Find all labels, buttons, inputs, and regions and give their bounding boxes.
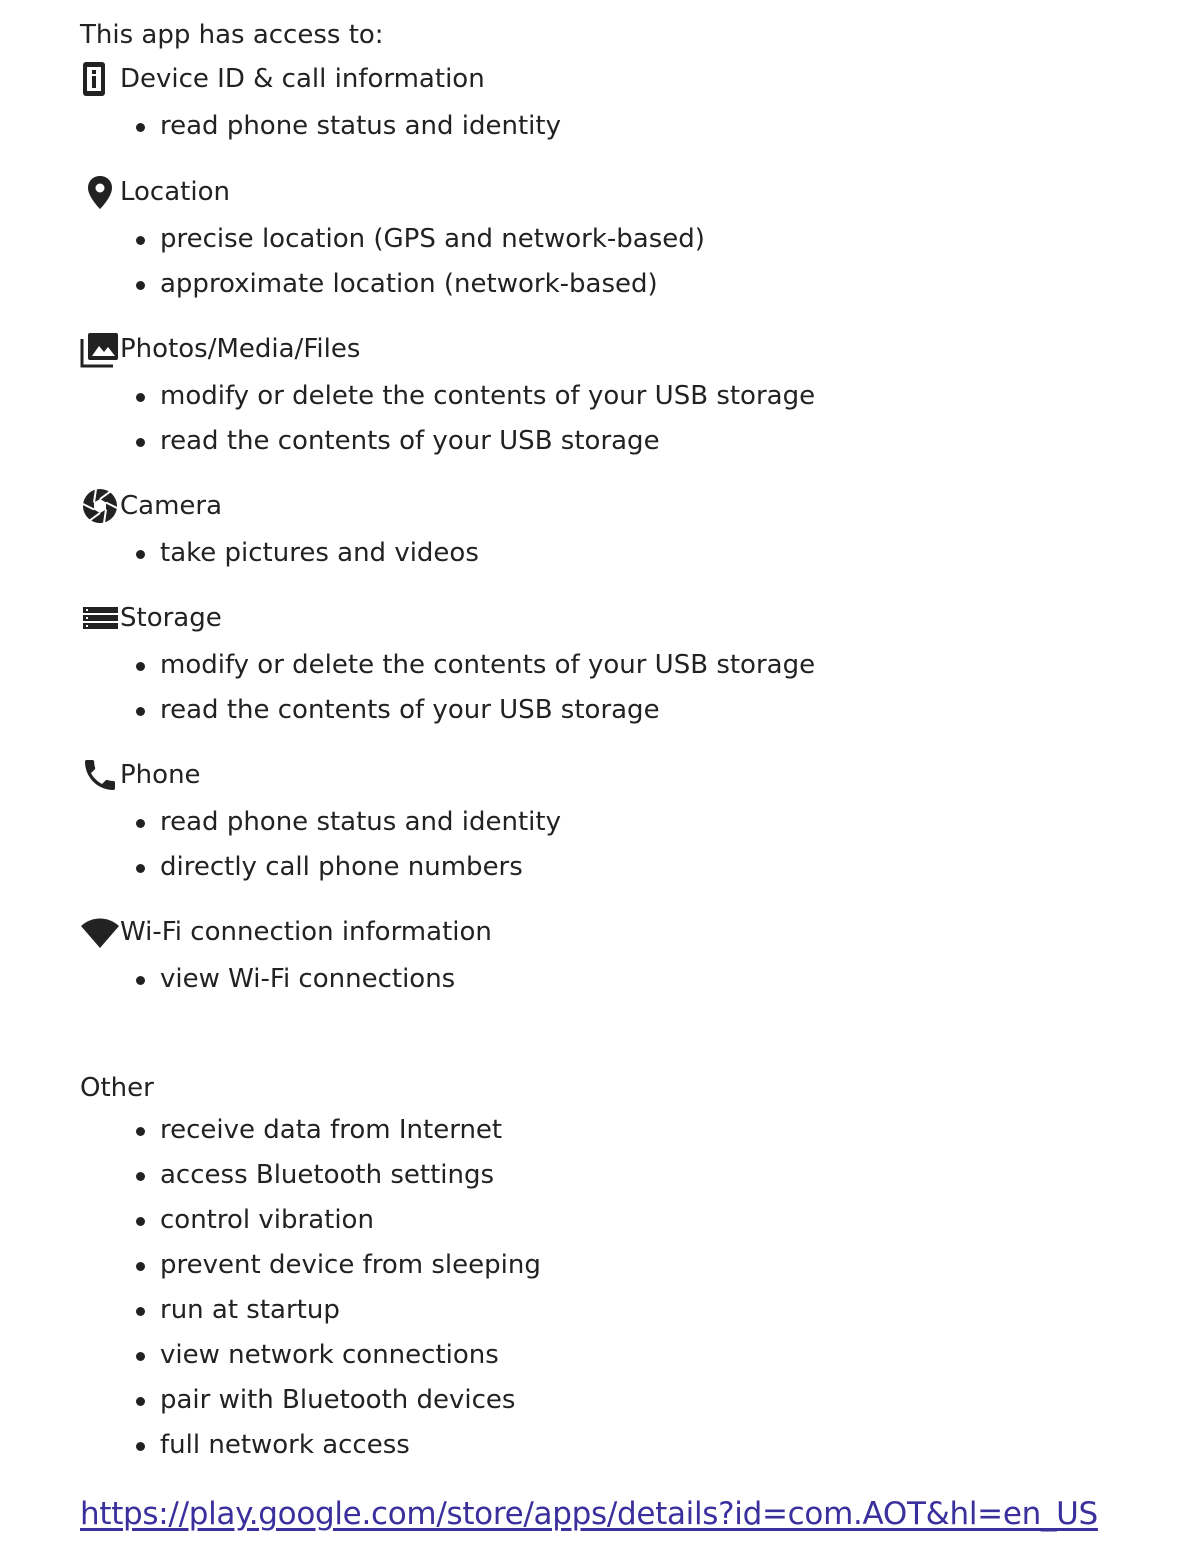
- permission-group-phone: [80, 755, 1160, 890]
- list-item: approximate location (network-based): [80, 262, 1160, 307]
- group-header: [80, 59, 1160, 99]
- group-title: Storage: [120, 603, 222, 633]
- device-id-icon: [80, 59, 120, 99]
- group-title: Wi-Fi connection information: [120, 917, 492, 947]
- list-item: read phone status and identity: [80, 104, 1160, 149]
- group-header: [80, 755, 1160, 795]
- list-item: read the contents of your USB storage: [80, 688, 1160, 733]
- storage-icon: [80, 598, 120, 638]
- list-item: run at startup: [80, 1288, 1160, 1333]
- permission-group-wifi: [80, 912, 1160, 1002]
- wifi-icon: [80, 912, 120, 952]
- group-title: Device ID & call information: [120, 64, 485, 94]
- list-item: take pictures and videos: [80, 531, 1160, 576]
- permission-group-storage: [80, 598, 1160, 733]
- permission-list: [80, 800, 1160, 890]
- group-header: [80, 912, 1160, 952]
- permission-list: [80, 643, 1160, 733]
- group-title: Location: [120, 177, 230, 207]
- phone-icon: [80, 755, 120, 795]
- permission-group-location: [80, 172, 1160, 307]
- list-item: directly call phone numbers: [80, 845, 1160, 890]
- list-item: precise location (GPS and network-based): [80, 217, 1160, 262]
- group-title: Camera: [120, 491, 223, 521]
- list-item: view Wi-Fi connections: [80, 957, 1160, 1002]
- permission-list: [80, 1108, 1160, 1468]
- list-item: read phone status and identity: [80, 800, 1160, 845]
- location-pin-icon: [80, 172, 120, 212]
- list-item: control vibration: [80, 1198, 1160, 1243]
- permission-list: [80, 957, 1160, 1002]
- intro-text: This app has access to:: [80, 20, 384, 50]
- list-item: modify or delete the contents of your USB storage: [80, 643, 1160, 688]
- group-title: Photos/Media/Files: [120, 334, 361, 364]
- list-item: view network connections: [80, 1333, 1160, 1378]
- group-header: [80, 172, 1160, 212]
- camera-aperture-icon: [80, 486, 120, 526]
- group-title: Other: [80, 1073, 154, 1103]
- group-header: [80, 486, 1160, 526]
- permission-group-other: [80, 1068, 1160, 1468]
- permission-group-camera: [80, 486, 1160, 576]
- photos-media-icon: [80, 329, 120, 369]
- group-header: [80, 329, 1160, 369]
- permission-group-device-id: [80, 59, 1160, 149]
- permission-list: [80, 104, 1160, 149]
- list-item: pair with Bluetooth devices: [80, 1378, 1160, 1423]
- list-item: receive data from Internet: [80, 1108, 1160, 1153]
- group-title: Phone: [120, 760, 201, 790]
- permission-list: [80, 531, 1160, 576]
- list-item: prevent device from sleeping: [80, 1243, 1160, 1288]
- permission-list: [80, 217, 1160, 307]
- list-item: read the contents of your USB storage: [80, 419, 1160, 464]
- group-header: [80, 598, 1160, 638]
- permission-group-photos-media-files: [80, 329, 1160, 464]
- list-item: full network access: [80, 1423, 1160, 1468]
- play-store-link[interactable]: https://play.google.com/store/apps/details?id=com.AOT&hl=en_US: [80, 1496, 1098, 1532]
- permission-list: [80, 374, 1160, 464]
- list-item: modify or delete the contents of your USB storage: [80, 374, 1160, 419]
- list-item: access Bluetooth settings: [80, 1153, 1160, 1198]
